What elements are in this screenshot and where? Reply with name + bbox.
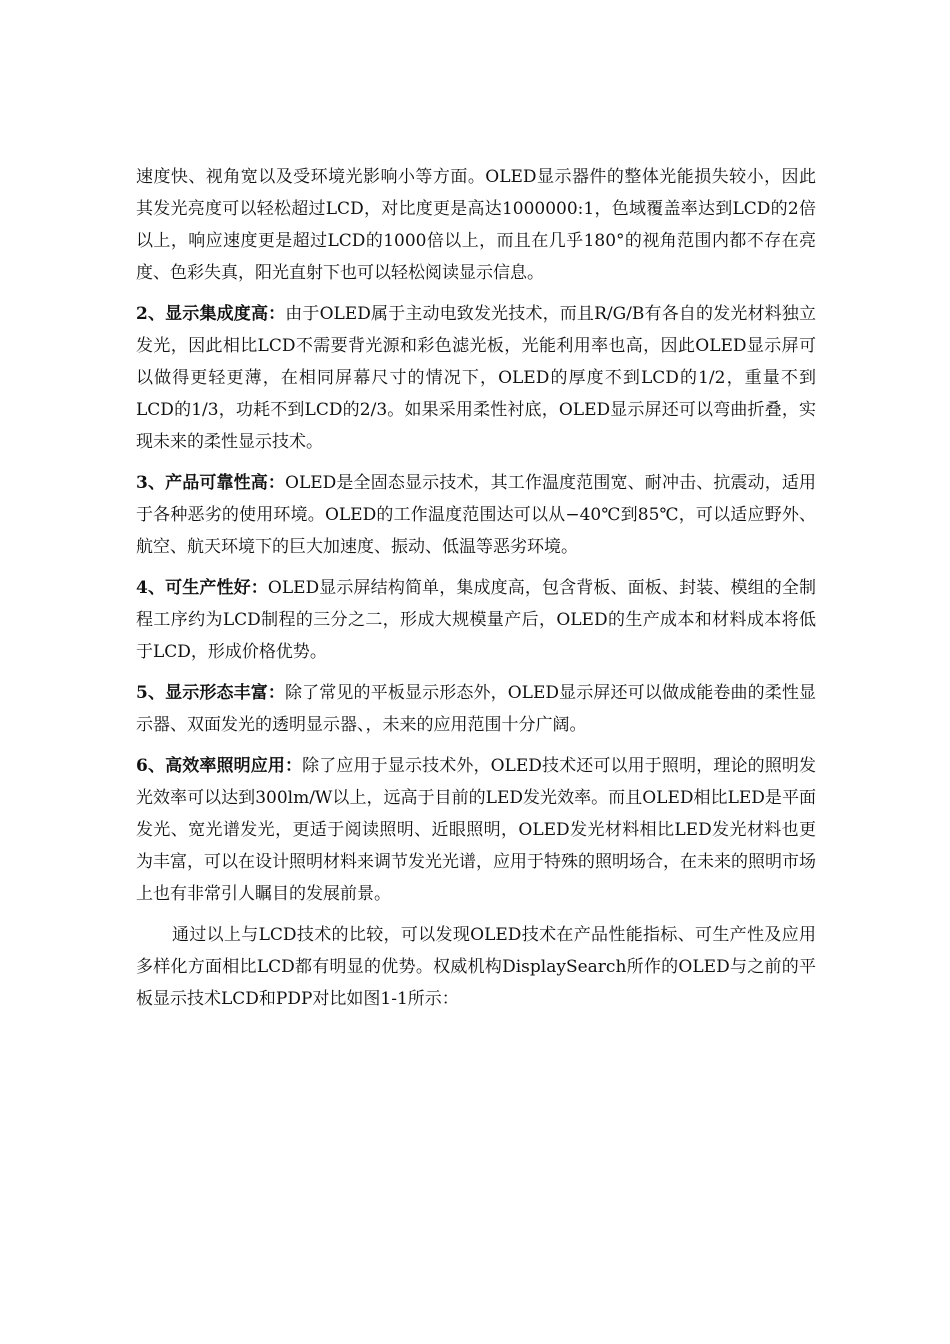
document-body: [136, 161, 816, 1024]
paragraph-heading: 6、高效率照明应用：: [136, 756, 303, 776]
paragraph-reliability: [136, 467, 816, 563]
paragraph-text: 通过以上与LCD技术的比较，可以发现OLED技术在产品性能指标、可生产性及应用多样化方面相比LCD都有明显的优势。权威机构DisplaySearch所作的OLED与之前的平板显示技术LCD和PDP对比如图1-1所示：: [136, 925, 816, 1009]
paragraph-text: OLED是全固态显示技术，其工作温度范围宽、耐冲击、抗震动，适用于各种恶劣的使用环境。OLED的工作温度范围达可以从−40℃到85℃，可以适应野外、航空、航天环境下的巨大加速度、振动、低温等恶劣环境。: [136, 473, 816, 557]
paragraph-text: 除了常见的平板显示形态外，OLED显示屏还可以做成能卷曲的柔性显示器、双面发光的透明显示器、，未来的应用范围十分广阔。: [136, 683, 816, 735]
paragraph-text: 由于OLED属于主动电致发光技术，而且R/G/B有各自的发光材料独立发光，因此相比LCD不需要背光源和彩色滤光板，光能利用率也高，因此OLED显示屏可以做得更轻更薄，在相同屏幕尺寸的情况下，OLED的厚度不到LCD的1/2，重量不到LCD的1/3，功耗不到LCD的2/3。如果采用柔性衬底，OLED显示屏还可以弯曲折叠，实现未来的柔性显示技术。: [136, 304, 816, 452]
paragraph-heading: 5、显示形态丰富：: [136, 683, 286, 703]
paragraph-summary: [136, 919, 816, 1015]
paragraph-display-forms: [136, 677, 816, 741]
paragraph-text: 除了应用于显示技术外，OLED技术还可以用于照明，理论的照明发光效率可以达到300lm/W以上，远高于目前的LED发光效率。而且OLED相比LED是平面发光、宽光谱发光，更适于阅读照明、近眼照明，OLED发光材料相比LED发光材料也更为丰富，可以在设计照明材料来调节发光光谱，应用于特殊的照明场合，在未来的照明市场上也有非常引人瞩目的发展前景。: [136, 756, 816, 904]
paragraph-heading: 3、产品可靠性高：: [136, 473, 286, 493]
paragraph-integration: [136, 298, 816, 458]
paragraph-heading: 4、可生产性好：: [136, 578, 268, 598]
paragraph-lighting: [136, 750, 816, 910]
paragraph-manufacturability: [136, 572, 816, 668]
paragraph-heading: 2、显示集成度高：: [136, 304, 286, 324]
paragraph-text: OLED显示屏结构简单，集成度高，包含背板、面板、封装、模组的全制程工序约为LCD制程的三分之二，形成大规模量产后，OLED的生产成本和材料成本将低于LCD，形成价格优势。: [136, 578, 816, 662]
paragraph-text: 速度快、视角宽以及受环境光影响小等方面。OLED显示器件的整体光能损失较小，因此其发光亮度可以轻松超过LCD，对比度更是高达1000000:1，色域覆盖率达到LCD的2倍以上，响应速度更是超过LCD的1000倍以上，而且在几乎180°的视角范围内都不存在亮度、色彩失真，阳光直射下也可以轻松阅读显示信息。: [136, 167, 816, 283]
paragraph-oled-performance: [136, 161, 816, 289]
